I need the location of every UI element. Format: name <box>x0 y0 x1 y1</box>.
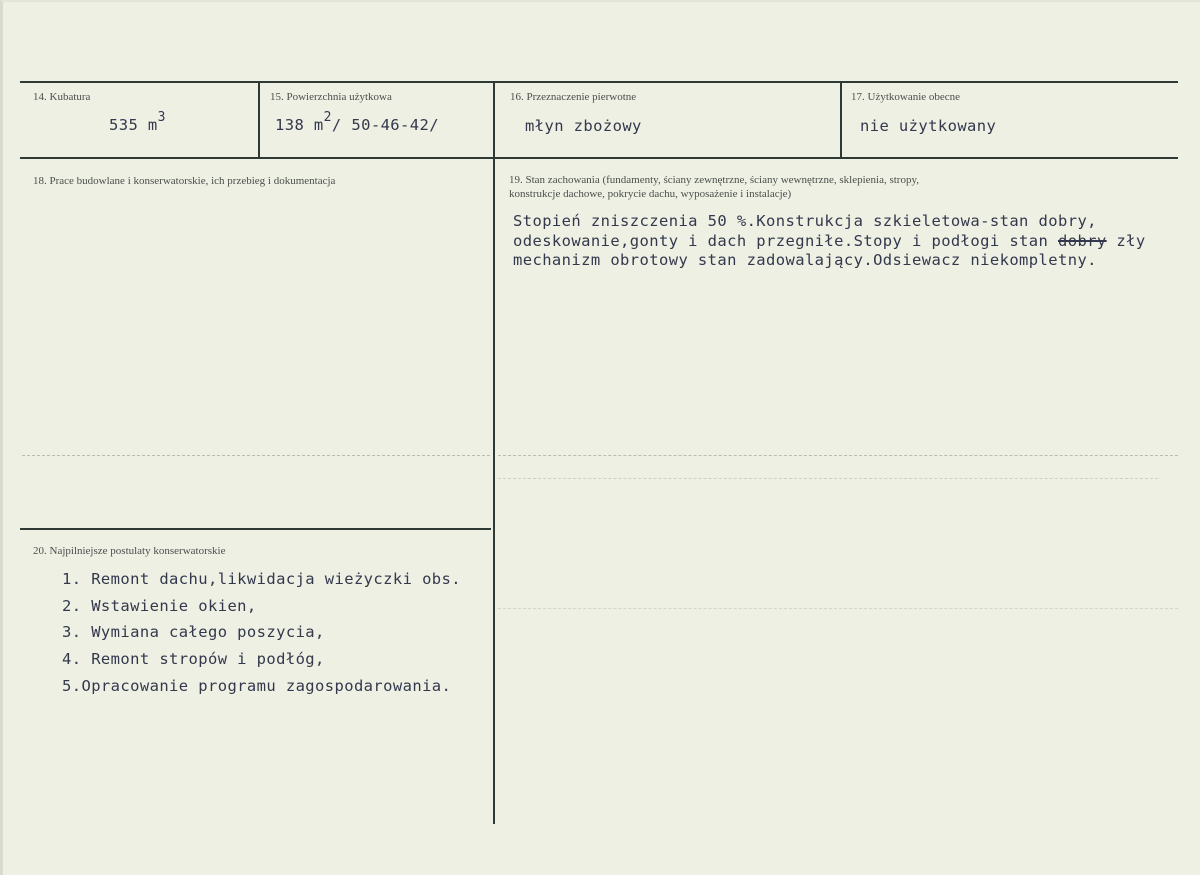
stan-text-line1: Stopień zniszczenia 50 %.Konstrukcja szkieletowa-stan dobry, <box>513 212 1097 230</box>
powierzchnia-value <box>275 110 439 134</box>
powierzchnia-detail: / 50-46-42/ <box>331 116 439 134</box>
powierzchnia-unit-exponent: 2 <box>323 110 332 125</box>
postulat-item-3: 3. Wymiana całego poszycia, <box>62 623 325 641</box>
przeznaczenie-value: młyn zbożowy <box>525 117 642 135</box>
stan-text-line2-start: odeskowanie,gonty i dach przegniłe.Stopy i podłogi stan <box>513 232 1058 250</box>
powierzchnia-number: 138 m <box>275 116 324 134</box>
postulat-item-5: 5.Opracowanie programu zagospodarowania. <box>62 677 452 695</box>
row-rule <box>20 157 1178 159</box>
struck-word: dobry <box>1057 232 1107 250</box>
uzytkowanie-value: nie użytkowany <box>860 117 997 135</box>
uzytkowanie-label: 17. Użytkowanie obecne <box>851 91 961 103</box>
divider-14-15 <box>258 82 260 158</box>
kubatura-unit-exponent: 3 <box>157 110 166 125</box>
stan-text-line2-end: zły <box>1106 232 1146 250</box>
postulat-item-4: 4. Remont stropów i podłóg, <box>62 650 325 668</box>
stan-text-line3: mechanizm obrotowy stan zadowalający.Odsiewacz niekompletny. <box>513 251 1097 269</box>
kubatura-value <box>109 110 166 134</box>
postulat-item-1: 1. Remont dachu,likwidacja wieżyczki obs. <box>62 570 462 588</box>
prace-label: 18. Prace budowlane i konserwatorskie, ich przebieg i dokumentacja <box>33 175 336 187</box>
postulat-item-2: 2. Wstawienie okien, <box>62 597 257 615</box>
guide-line <box>22 455 490 456</box>
guide-line <box>498 455 1178 456</box>
przeznaczenie-label: 16. Przeznaczenie pierwotne <box>510 91 637 103</box>
stan-label-line1: 19. Stan zachowania (fundamenty, ściany zewnętrzne, ściany wewnętrzne, sklepienia, stropy, <box>509 174 920 186</box>
powierzchnia-label: 15. Powierzchnia użytkowa <box>270 91 392 103</box>
stan-label-line2: konstrukcje dachowe, pokrycie dachu, wyposażenie i instalacje) <box>509 188 792 200</box>
guide-line <box>498 478 1158 479</box>
stan-text-line2 <box>513 231 1146 252</box>
divider-15-16 <box>493 82 495 824</box>
kubatura-number: 535 m <box>109 116 158 134</box>
divider-16-17 <box>840 82 842 158</box>
postulaty-label: 20. Najpilniejsze postulaty konserwatorskie <box>33 545 226 557</box>
kubatura-label: 14. Kubatura <box>33 91 91 103</box>
guide-line <box>498 608 1178 609</box>
section-rule <box>20 528 491 530</box>
top-rule <box>20 81 1178 83</box>
